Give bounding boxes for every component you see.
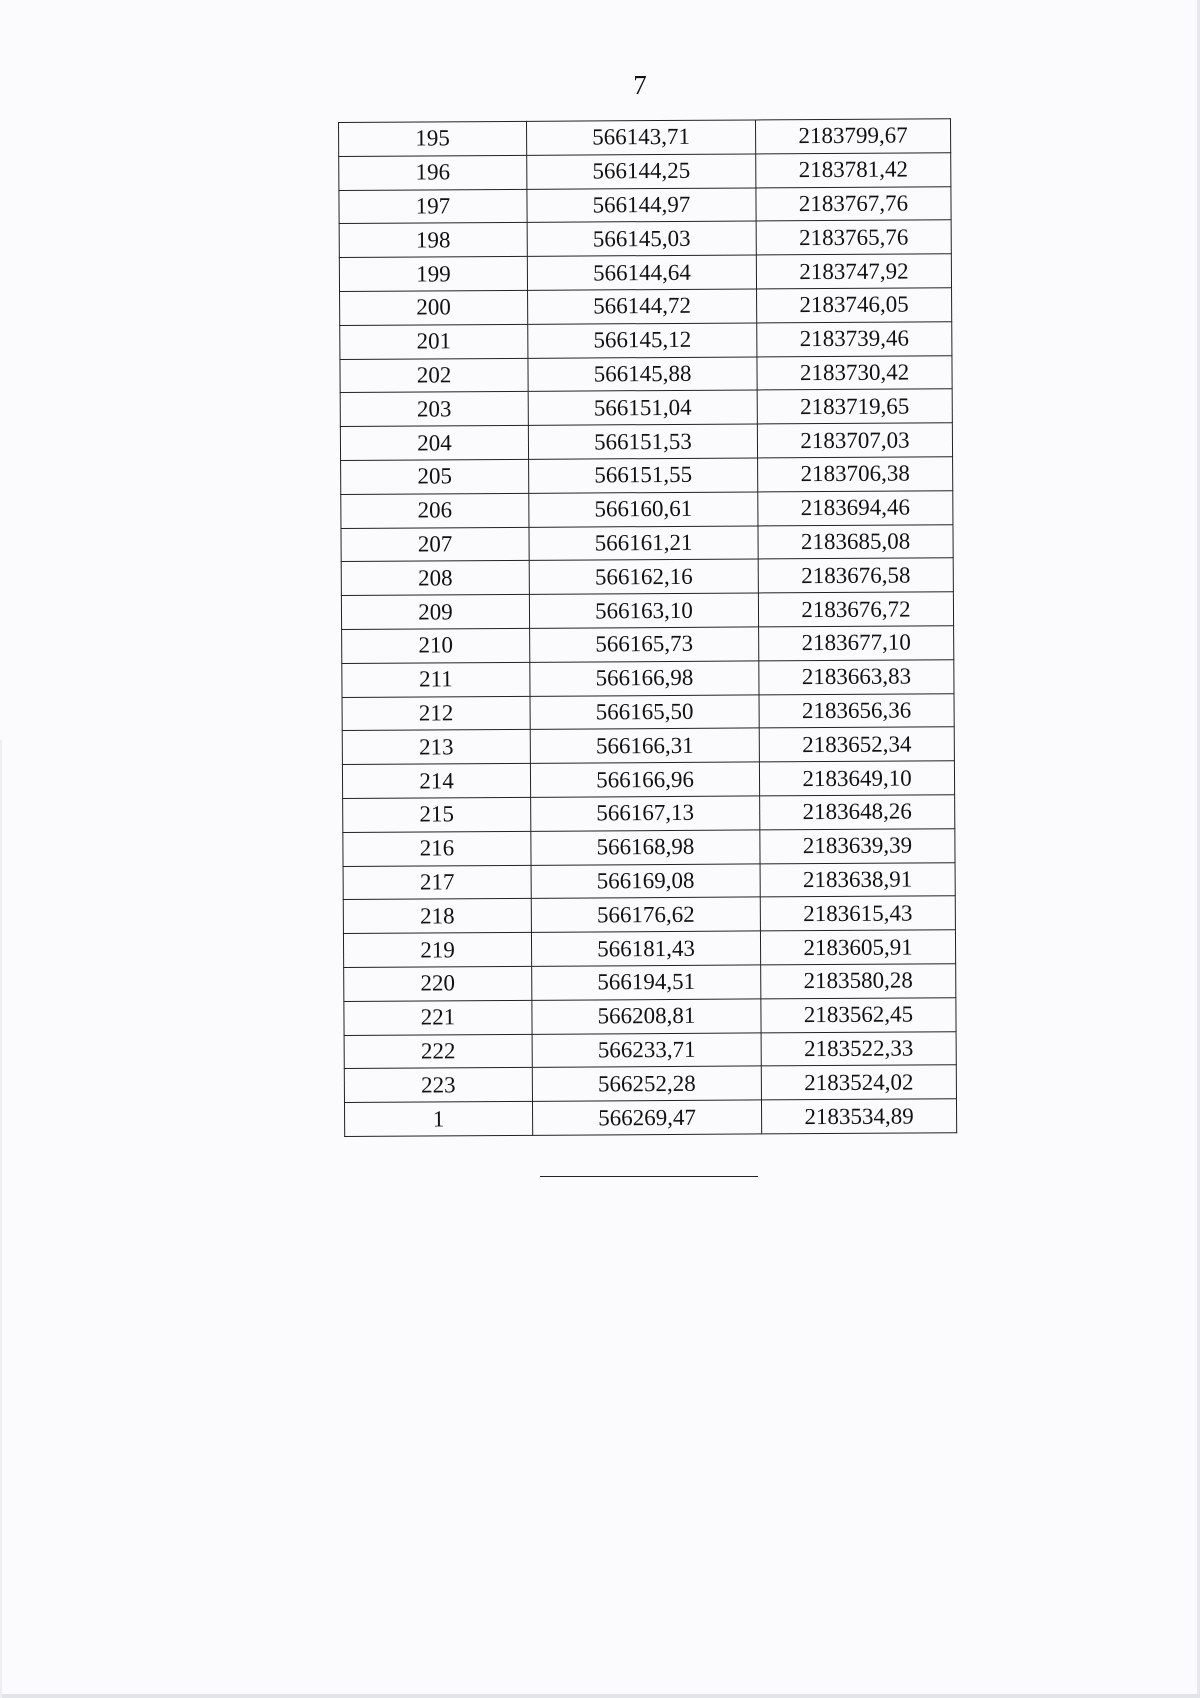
x-coordinate-cell: 566208,81 (532, 999, 761, 1034)
y-coordinate-cell: 2183706,38 (758, 457, 953, 492)
table-row (344, 964, 956, 1002)
y-coordinate-cell: 2183615,43 (760, 896, 955, 931)
point-number-cell: 220 (344, 966, 532, 1001)
table-row (342, 659, 954, 697)
table-row (339, 119, 951, 157)
point-number-cell: 1 (344, 1101, 532, 1136)
point-number-cell: 200 (340, 290, 528, 325)
table-row (340, 389, 952, 427)
table-row (341, 524, 953, 562)
table-row (340, 423, 952, 461)
y-coordinate-cell: 2183652,34 (759, 727, 954, 762)
table-row (344, 1099, 956, 1137)
y-coordinate-cell: 2183746,05 (757, 288, 952, 323)
x-coordinate-cell: 566166,96 (530, 762, 759, 797)
scan-edge-shadow-left (0, 740, 2, 1698)
x-coordinate-cell: 566144,25 (527, 154, 756, 189)
table-row (343, 828, 955, 866)
y-coordinate-cell: 2183719,65 (757, 389, 952, 424)
x-coordinate-cell: 566145,03 (527, 221, 756, 256)
y-coordinate-cell: 2183562,45 (761, 997, 956, 1032)
y-coordinate-cell: 2183522,33 (761, 1031, 956, 1066)
y-coordinate-cell: 2183649,10 (759, 761, 954, 796)
y-coordinate-cell: 2183767,76 (756, 186, 951, 221)
table-row (341, 457, 953, 495)
x-coordinate-cell: 566166,31 (530, 728, 759, 763)
point-number-cell: 204 (340, 426, 528, 461)
y-coordinate-cell: 2183765,76 (756, 220, 951, 255)
x-coordinate-cell: 566168,98 (531, 830, 760, 865)
point-number-cell: 201 (340, 324, 528, 359)
x-coordinate-cell: 566176,62 (531, 897, 760, 932)
point-number-cell: 216 (343, 831, 531, 866)
table-row (341, 491, 953, 529)
x-coordinate-cell: 566167,13 (531, 796, 760, 831)
point-number-cell: 219 (343, 932, 531, 967)
y-coordinate-cell: 2183747,92 (756, 254, 951, 289)
y-coordinate-cell: 2183730,42 (757, 355, 952, 390)
point-number-cell: 217 (343, 865, 531, 900)
point-number-cell: 196 (339, 155, 527, 190)
y-coordinate-cell: 2183605,91 (760, 930, 955, 965)
y-coordinate-cell: 2183694,46 (758, 491, 953, 526)
point-number-cell: 202 (340, 358, 528, 393)
table-row (344, 997, 956, 1035)
table-row (341, 592, 953, 630)
point-number-cell: 208 (341, 561, 529, 596)
y-coordinate-cell: 2183676,58 (758, 558, 953, 593)
point-number-cell: 198 (339, 223, 527, 258)
table-row (339, 153, 951, 191)
y-coordinate-cell: 2183677,10 (759, 626, 954, 661)
y-coordinate-cell: 2183524,02 (761, 1065, 956, 1100)
table-row (343, 795, 955, 833)
table-row (343, 930, 955, 968)
y-coordinate-cell: 2183580,28 (761, 964, 956, 999)
table-row (342, 727, 954, 765)
scan-edge-shadow-bottom (0, 1694, 1200, 1698)
coordinates-table-body (339, 119, 957, 1137)
point-number-cell: 210 (342, 628, 530, 663)
point-number-cell: 197 (339, 189, 527, 224)
table-row (344, 1065, 956, 1103)
point-number-cell: 203 (340, 392, 528, 427)
x-coordinate-cell: 566144,97 (527, 188, 756, 223)
x-coordinate-cell: 566151,53 (528, 424, 757, 459)
x-coordinate-cell: 566161,21 (529, 526, 758, 561)
x-coordinate-cell: 566166,98 (530, 661, 759, 696)
coordinates-table (338, 118, 957, 1137)
table-row (341, 558, 953, 596)
y-coordinate-cell: 2183676,72 (758, 592, 953, 627)
x-coordinate-cell: 566151,04 (528, 390, 757, 425)
point-number-cell: 218 (343, 899, 531, 934)
x-coordinate-cell: 566163,10 (529, 593, 758, 628)
x-coordinate-cell: 566145,88 (528, 357, 757, 392)
table-row (342, 626, 954, 664)
x-coordinate-cell: 566144,64 (527, 255, 756, 290)
x-coordinate-cell: 566143,71 (526, 120, 755, 155)
table-row (339, 254, 951, 292)
point-number-cell: 199 (339, 257, 527, 292)
point-number-cell: 221 (344, 1000, 532, 1035)
point-number-cell: 206 (341, 493, 529, 528)
point-number-cell: 212 (342, 696, 530, 731)
table-row (340, 355, 952, 393)
point-number-cell: 222 (344, 1034, 532, 1069)
table-row (340, 322, 952, 360)
table-row (342, 761, 954, 799)
x-coordinate-cell: 566252,28 (532, 1066, 761, 1101)
y-coordinate-cell: 2183638,91 (760, 862, 955, 897)
point-number-cell: 209 (341, 594, 529, 629)
y-coordinate-cell: 2183639,39 (760, 828, 955, 863)
point-number-cell: 207 (341, 527, 529, 562)
x-coordinate-cell: 566233,71 (532, 1032, 761, 1067)
x-coordinate-cell: 566144,72 (528, 289, 757, 324)
table-row (339, 186, 951, 224)
table-row (344, 1031, 956, 1069)
point-number-cell: 211 (342, 662, 530, 697)
table-row (343, 862, 955, 900)
x-coordinate-cell: 566169,08 (531, 863, 760, 898)
y-coordinate-cell: 2183799,67 (755, 119, 950, 154)
end-of-table-rule (540, 1176, 758, 1177)
x-coordinate-cell: 566160,61 (529, 492, 758, 527)
table-row (340, 288, 952, 326)
point-number-cell: 215 (343, 797, 531, 832)
table-row (343, 896, 955, 934)
y-coordinate-cell: 2183534,89 (761, 1099, 956, 1134)
x-coordinate-cell: 566165,50 (530, 694, 759, 729)
page-number: 7 (633, 70, 647, 100)
point-number-cell: 213 (342, 730, 530, 765)
y-coordinate-cell: 2183739,46 (757, 322, 952, 357)
y-coordinate-cell: 2183663,83 (759, 659, 954, 694)
x-coordinate-cell: 566194,51 (532, 965, 761, 1000)
y-coordinate-cell: 2183707,03 (757, 423, 952, 458)
y-coordinate-cell: 2183781,42 (756, 153, 951, 188)
table-row (342, 693, 954, 731)
point-number-cell: 205 (341, 459, 529, 494)
x-coordinate-cell: 566165,73 (530, 627, 759, 662)
y-coordinate-cell: 2183656,36 (759, 693, 954, 728)
x-coordinate-cell: 566151,55 (529, 458, 758, 493)
point-number-cell: 214 (342, 763, 530, 798)
table-row (339, 220, 951, 258)
x-coordinate-cell: 566181,43 (531, 931, 760, 966)
coordinates-table-container (338, 118, 956, 1137)
x-coordinate-cell: 566162,16 (529, 559, 758, 594)
point-number-cell: 223 (344, 1068, 532, 1103)
point-number-cell: 195 (339, 121, 527, 156)
y-coordinate-cell: 2183685,08 (758, 524, 953, 559)
x-coordinate-cell: 566269,47 (532, 1100, 761, 1135)
y-coordinate-cell: 2183648,26 (760, 795, 955, 830)
x-coordinate-cell: 566145,12 (528, 323, 757, 358)
